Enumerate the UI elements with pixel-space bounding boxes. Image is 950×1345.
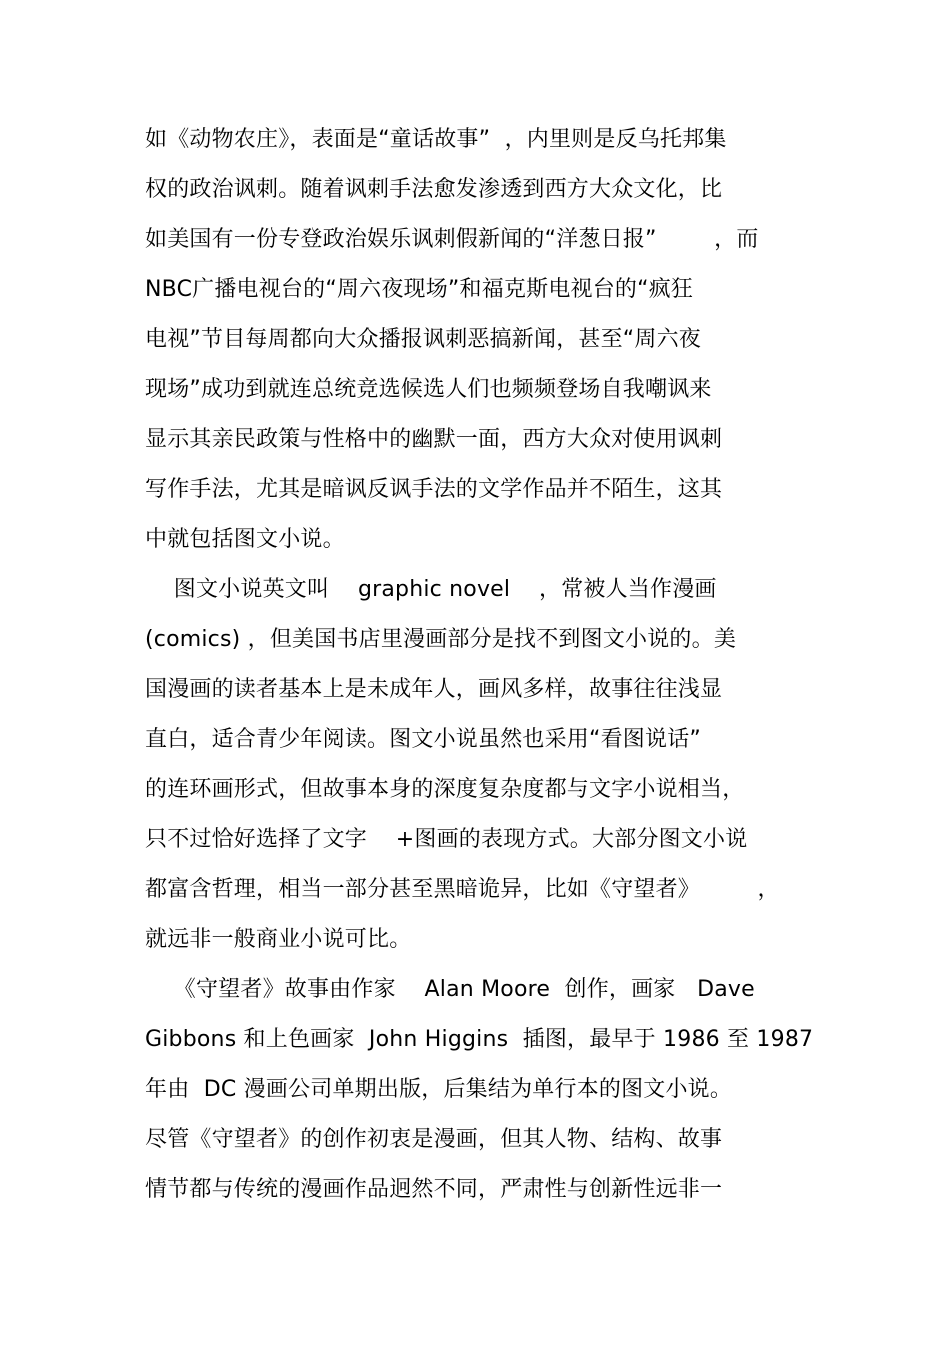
text-line: 只不过恰好选择了文字 +图画的表现方式。大部分图文小说 [145,827,748,852]
text-line: NBC广播电视台的“周六夜现场”和福克斯电视台的“疯狂 [145,277,694,302]
text-line: 的连环画形式，但故事本身的深度复杂度都与文字小说相当， [145,777,745,802]
text-line: 直白，适合青少年阅读。图文小说虽然也采用“看图说话” [145,727,701,752]
text-line: 图文小说英文叫 graphic novel ，常被人当作漫画 [145,577,717,602]
text-line: 显示其亲民政策与性格中的幽默一面，西方大众对使用讽刺 [145,427,723,452]
text-line: 就远非一般商业小说可比。 [145,927,412,952]
text-line: 中就包括图文小说。 [145,527,345,552]
text-line: 如美国有一份专登政治娱乐讽刺假新闻的“洋葱日报” ，而 [145,227,759,252]
text-line: 如《动物农庄》，表面是“童话故事” ，内里则是反乌托邦集 [145,127,727,152]
text-line: 权的政治讽刺。随着讽刺手法愈发渗透到西方大众文化，比 [145,177,723,202]
text-line: 尽管《守望者》的创作初衷是漫画，但其人物、结构、故事 [145,1127,723,1152]
text-line: 写作手法，尤其是暗讽反讽手法的文学作品并不陌生，这其 [145,477,723,502]
text-line: 情节都与传统的漫画作品迥然不同，严肃性与创新性远非一 [145,1177,723,1202]
text-line: 国漫画的读者基本上是未成年人，画风多样，故事往往浅显 [145,677,723,702]
text-line: Gibbons 和上色画家 John Higgins 插图，最早于 1986 至 1987 [145,1027,814,1052]
text-line: 电视”节目每周都向大众播报讽刺恶搞新闻，甚至“周六夜 [145,327,701,352]
text-line: 《守望者》故事由作家 Alan Moore 创作，画家 Dave [145,977,755,1002]
text-line: 都富含哲理，相当一部分甚至黑暗诡异，比如《守望者》 ， [145,877,780,902]
text-line: 年由 DC 漫画公司单期出版，后集结为单行本的图文小说。 [145,1077,733,1102]
text-line: (comics) ，但美国书店里漫画部分是找不到图文小说的。美 [145,627,737,652]
text-line: 现场”成功到就连总统竞选候选人们也频频登场自我嘲讽来 [145,377,712,402]
